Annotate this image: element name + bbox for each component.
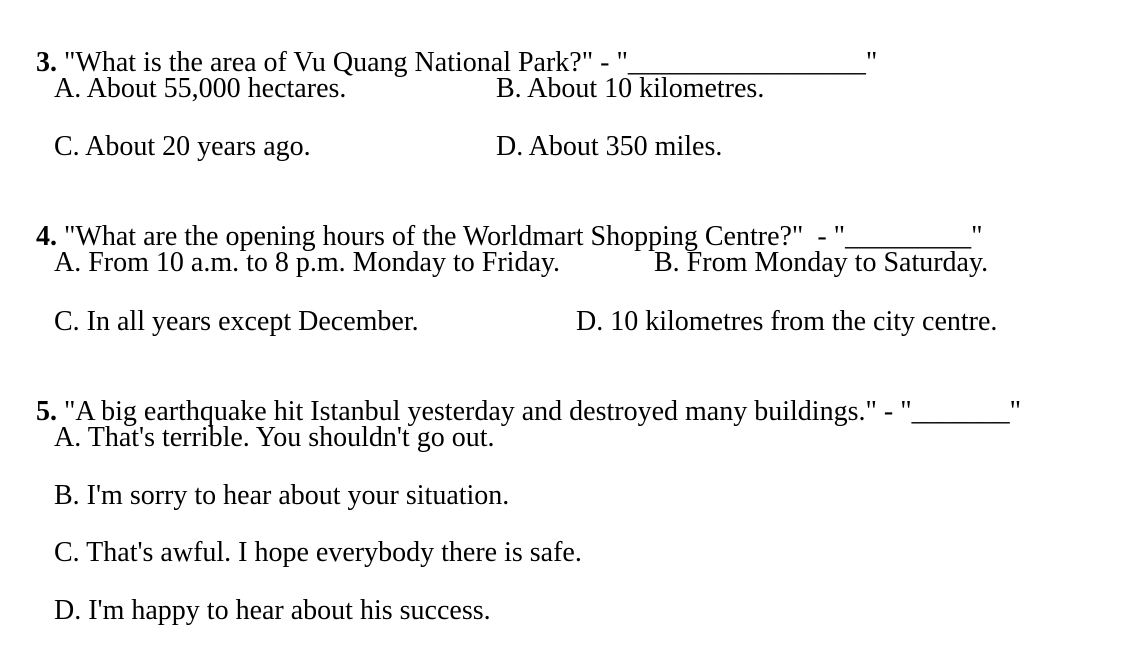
- question-text: "What are the opening hours of the Worldmart Shopping Centre?" - "_________": [57, 221, 983, 252]
- option-c: C. That's awful. I hope everybody there is safe.: [54, 537, 582, 568]
- question-number: 3.: [36, 47, 57, 78]
- option-a: A. About 55,000 hectares.: [54, 73, 347, 104]
- question-number: 5.: [36, 396, 57, 427]
- question-4: [22, 189, 983, 252]
- option-a: A. From 10 a.m. to 8 p.m. Monday to Friday.: [54, 247, 561, 278]
- option-d: D. About 350 miles.: [496, 131, 723, 162]
- option-c: C. About 20 years ago.: [54, 131, 311, 162]
- question-3: [22, 15, 878, 78]
- option-b: B. About 10 kilometres.: [496, 73, 765, 104]
- option-d: D. 10 kilometres from the city centre.: [576, 306, 998, 337]
- option-c: C. In all years except December.: [54, 306, 419, 337]
- question-5: [22, 364, 1022, 427]
- question-text: "What is the area of Vu Quang National Park?" - "_________________": [57, 47, 878, 78]
- question-number: 4.: [36, 221, 57, 252]
- option-b: B. From Monday to Saturday.: [654, 247, 989, 278]
- option-b: B. I'm sorry to hear about your situation.: [54, 480, 510, 511]
- option-d: D. I'm happy to hear about his success.: [54, 595, 491, 626]
- question-text: "A big earthquake hit Istanbul yesterday and destroyed many buildings." - "_______": [57, 396, 1022, 427]
- option-a: A. That's terrible. You shouldn't go out.: [54, 422, 495, 453]
